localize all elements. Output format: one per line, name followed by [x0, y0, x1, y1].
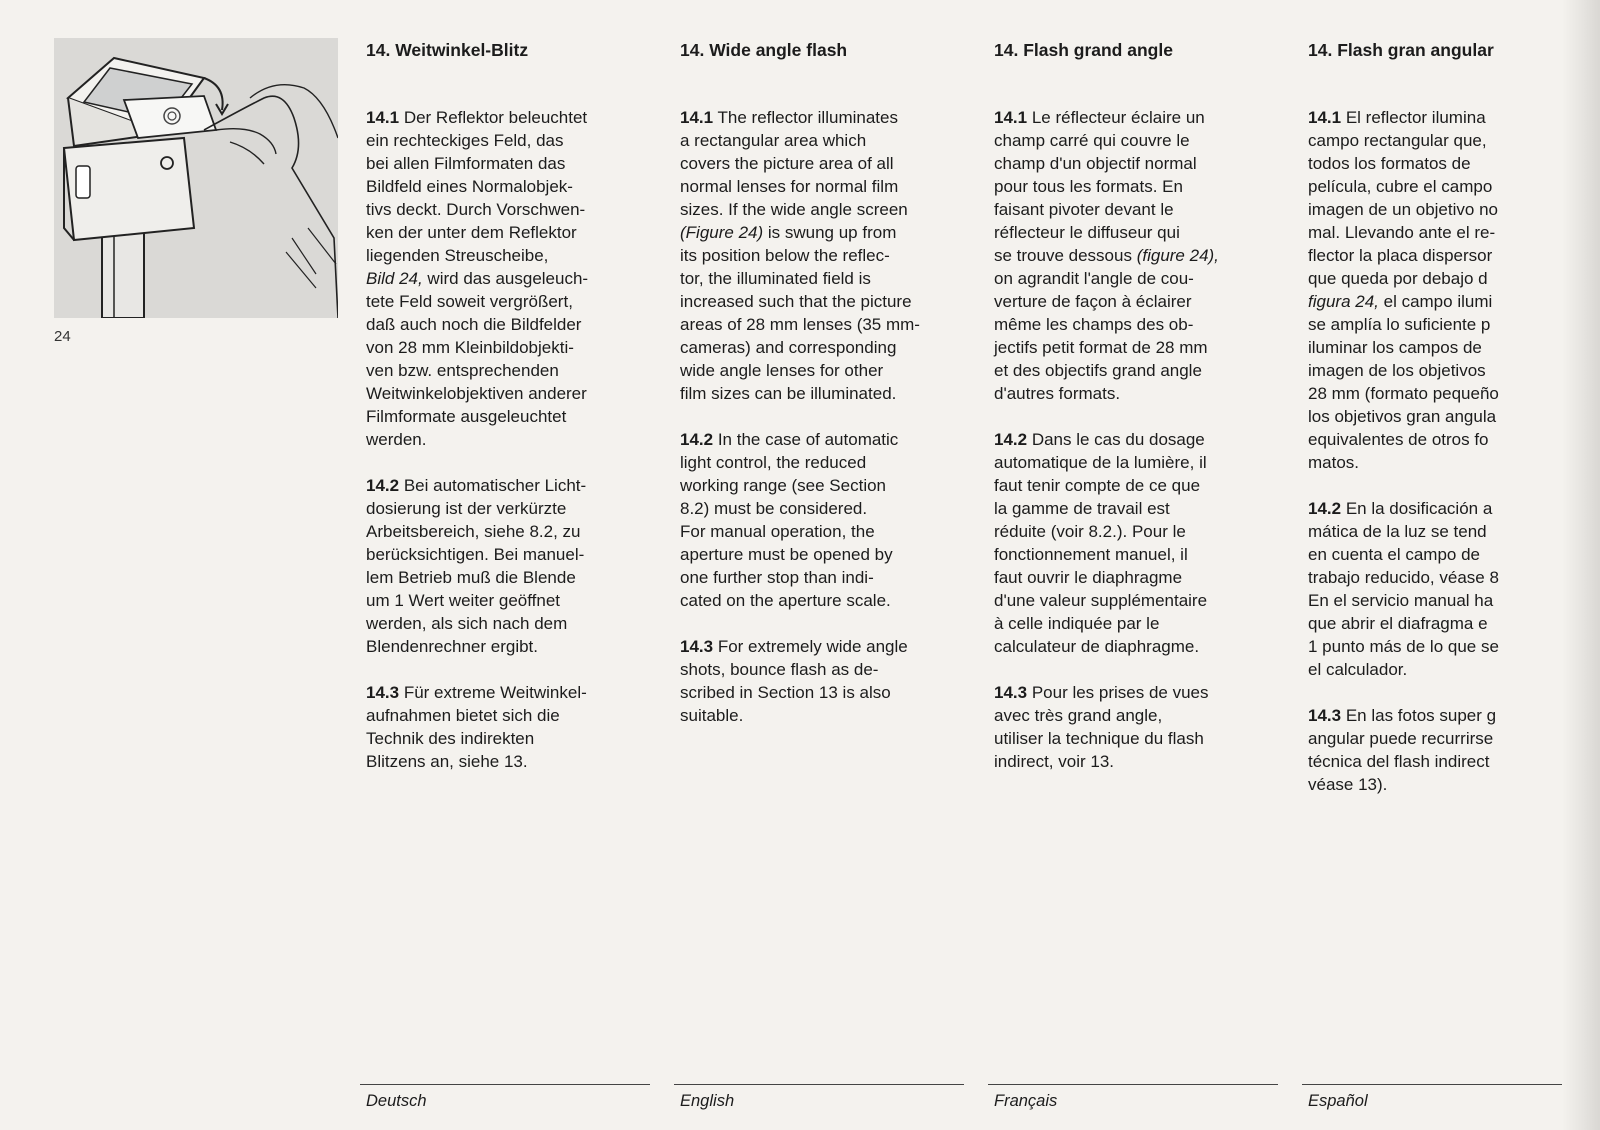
paragraph-number: 14.3	[1308, 706, 1342, 725]
paragraph-text: Der Reflektor beleuchtet ein rechteckiges Feld, das bei allen Filmformaten das Bildfeld eines Normalobjek- tivs deckt. Durch Vorschwen- ken der unter dem Reflektor liegenden Streuscheibe,	[366, 108, 588, 265]
paragraph-14-1	[994, 106, 1284, 405]
paragraph-text: wird das ausgeleuch- tete Feld soweit vergrößert, daß auch noch die Bildfelder von 28 mm Kleinbildobjekti- ven bzw. entsprechenden Weitwinkelobjektiven anderer Filmformate ausgeleuchtet werden.	[366, 269, 589, 449]
paragraph-14-2	[994, 428, 1284, 658]
paragraph-14-3	[680, 635, 970, 727]
paragraph-text: En las fotos super g angular puede recurrirse técnica del flash indirect véase 13).	[1308, 706, 1497, 794]
section-heading: 14. Flash gran angular	[1308, 40, 1494, 60]
paragraph-text: The reflector illuminates a rectangular area which covers the picture area of all normal lenses for normal film sizes. If the wide angle screen	[680, 108, 908, 219]
paragraph-text: el campo ilumi se amplía lo suficiente p iluminar los campos de imagen de los objetivos 28 mm (formato pequeño los objetivos gran angula equivalentes de otros fo matos.	[1308, 292, 1499, 472]
language-label-espanol: Español	[1308, 1092, 1368, 1110]
paragraph-text: is swung up from its position below the reflec- tor, the illuminated field is increased such that the picture areas of 28 mm lenses (35 mm- cameras) and corresponding wide angle lenses for other film sizes can be illuminated.	[680, 223, 920, 403]
diffuser-screen	[124, 96, 216, 138]
paragraph-number: 14.2	[994, 430, 1028, 449]
paragraph-text: For extremely wide angle shots, bounce flash as de- scribed in Section 13 is also suitable.	[680, 637, 908, 725]
figure-reference: Bild 24,	[366, 269, 423, 288]
paragraph-14-1	[680, 106, 970, 405]
footer-rule	[1302, 1084, 1562, 1085]
paragraph-text: En la dosificación a mática de la luz se tend en cuenta el campo de trabajo reducido, véase 8 En el servicio manual ha que abrir el diafragma e 1 punto más de lo que se el calculador.	[1308, 499, 1499, 679]
paragraph-14-3	[366, 681, 656, 773]
language-label-english: English	[680, 1092, 735, 1110]
paragraph-number: 14.1	[1308, 108, 1342, 127]
language-label-francais: Français	[994, 1092, 1058, 1110]
language-label-deutsch: Deutsch	[366, 1092, 427, 1110]
figure-number: 24	[54, 328, 71, 345]
figure-reference: (figure 24),	[1136, 246, 1219, 265]
paragraph-number: 14.1	[366, 108, 400, 127]
column-deutsch	[366, 38, 656, 796]
paragraph-14-1	[366, 106, 656, 451]
paragraph-number: 14.2	[1308, 499, 1342, 518]
paragraph-14-2	[366, 474, 656, 658]
paragraph-text: In the case of automatic light control, the reduced working range (see Section 8.2) must be considered. For manual operation, the aperture must be opened by one further stop than indi- cated on the aperture scale.	[680, 430, 899, 610]
figure-24-illustration	[54, 38, 338, 318]
section-heading: 14. Wide angle flash	[680, 40, 848, 60]
section-heading: 14. Flash grand angle	[994, 40, 1173, 60]
paragraph-text: Le réflecteur éclaire un champ carré qui couvre le champ d'un objectif normal pour tous les formats. En faisant pivoter devant le réflecteur le diffuseur qui se trouve dessous	[994, 108, 1205, 265]
paragraph-14-2	[1308, 497, 1570, 681]
paragraph-text: Für extreme Weitwinkel- aufnahmen bietet sich die Technik des indirekten Blitzens an, siehe 13.	[366, 683, 587, 771]
paragraph-text: El reflector ilumina campo rectangular que, todos los formatos de película, cubre el campo imagen de un objetivo no mal. Llevando ante el re- flector la placa dispersor que queda por debajo d	[1308, 108, 1498, 288]
paragraph-14-3	[994, 681, 1284, 773]
section-heading: 14. Weitwinkel-Blitz	[366, 40, 529, 60]
figure-reference: figura 24,	[1308, 292, 1379, 311]
flash-unit-drawing	[54, 38, 338, 318]
paragraph-number: 14.3	[366, 683, 400, 702]
page-gutter-shadow	[1562, 0, 1600, 1130]
paragraph-number: 14.2	[366, 476, 400, 495]
footer-rule	[360, 1084, 650, 1085]
paragraph-number: 14.3	[680, 637, 714, 656]
paragraph-14-1	[1308, 106, 1570, 474]
paragraph-number: 14.1	[680, 108, 714, 127]
column-english	[680, 38, 970, 750]
paragraph-number: 14.2	[680, 430, 714, 449]
paragraph-number: 14.1	[994, 108, 1028, 127]
paragraph-number: 14.3	[994, 683, 1028, 702]
paragraph-text: on agrandit l'angle de cou- verture de façon à éclairer même les champs des ob- jectifs petit format de 28 mm et des objectifs grand angle d'autres formats.	[994, 269, 1208, 403]
footer-rule	[674, 1084, 964, 1085]
paragraph-14-3	[1308, 704, 1570, 796]
footer-rule	[988, 1084, 1278, 1085]
paragraph-text: Dans le cas du dosage automatique de la lumière, il faut tenir compte de ce que la gamme de travail est réduite (voir 8.2.). Pour le fonctionnement manuel, il faut ouvrir le diaphragme d'une valeur supplémentaire à celle indiquée par le calculateur de diaphragme.	[994, 430, 1208, 656]
column-francais	[994, 38, 1284, 796]
paragraph-text: Bei automatischer Licht- dosierung ist der verkürzte Arbeitsbereich, siehe 8.2, zu berücksichtigen. Bei manuel- lem Betrieb muß die Blende um 1 Wert weiter geöffnet werden, als sich nach dem Blendenrechner ergibt.	[366, 476, 587, 656]
paragraph-14-2	[680, 428, 970, 612]
flash-body-switch	[76, 166, 90, 198]
paragraph-text: Pour les prises de vues avec très grand angle, utiliser la technique du flash indirect, voir 13.	[994, 683, 1209, 771]
column-espanol	[1308, 38, 1570, 819]
figure-reference: (Figure 24)	[680, 223, 764, 242]
